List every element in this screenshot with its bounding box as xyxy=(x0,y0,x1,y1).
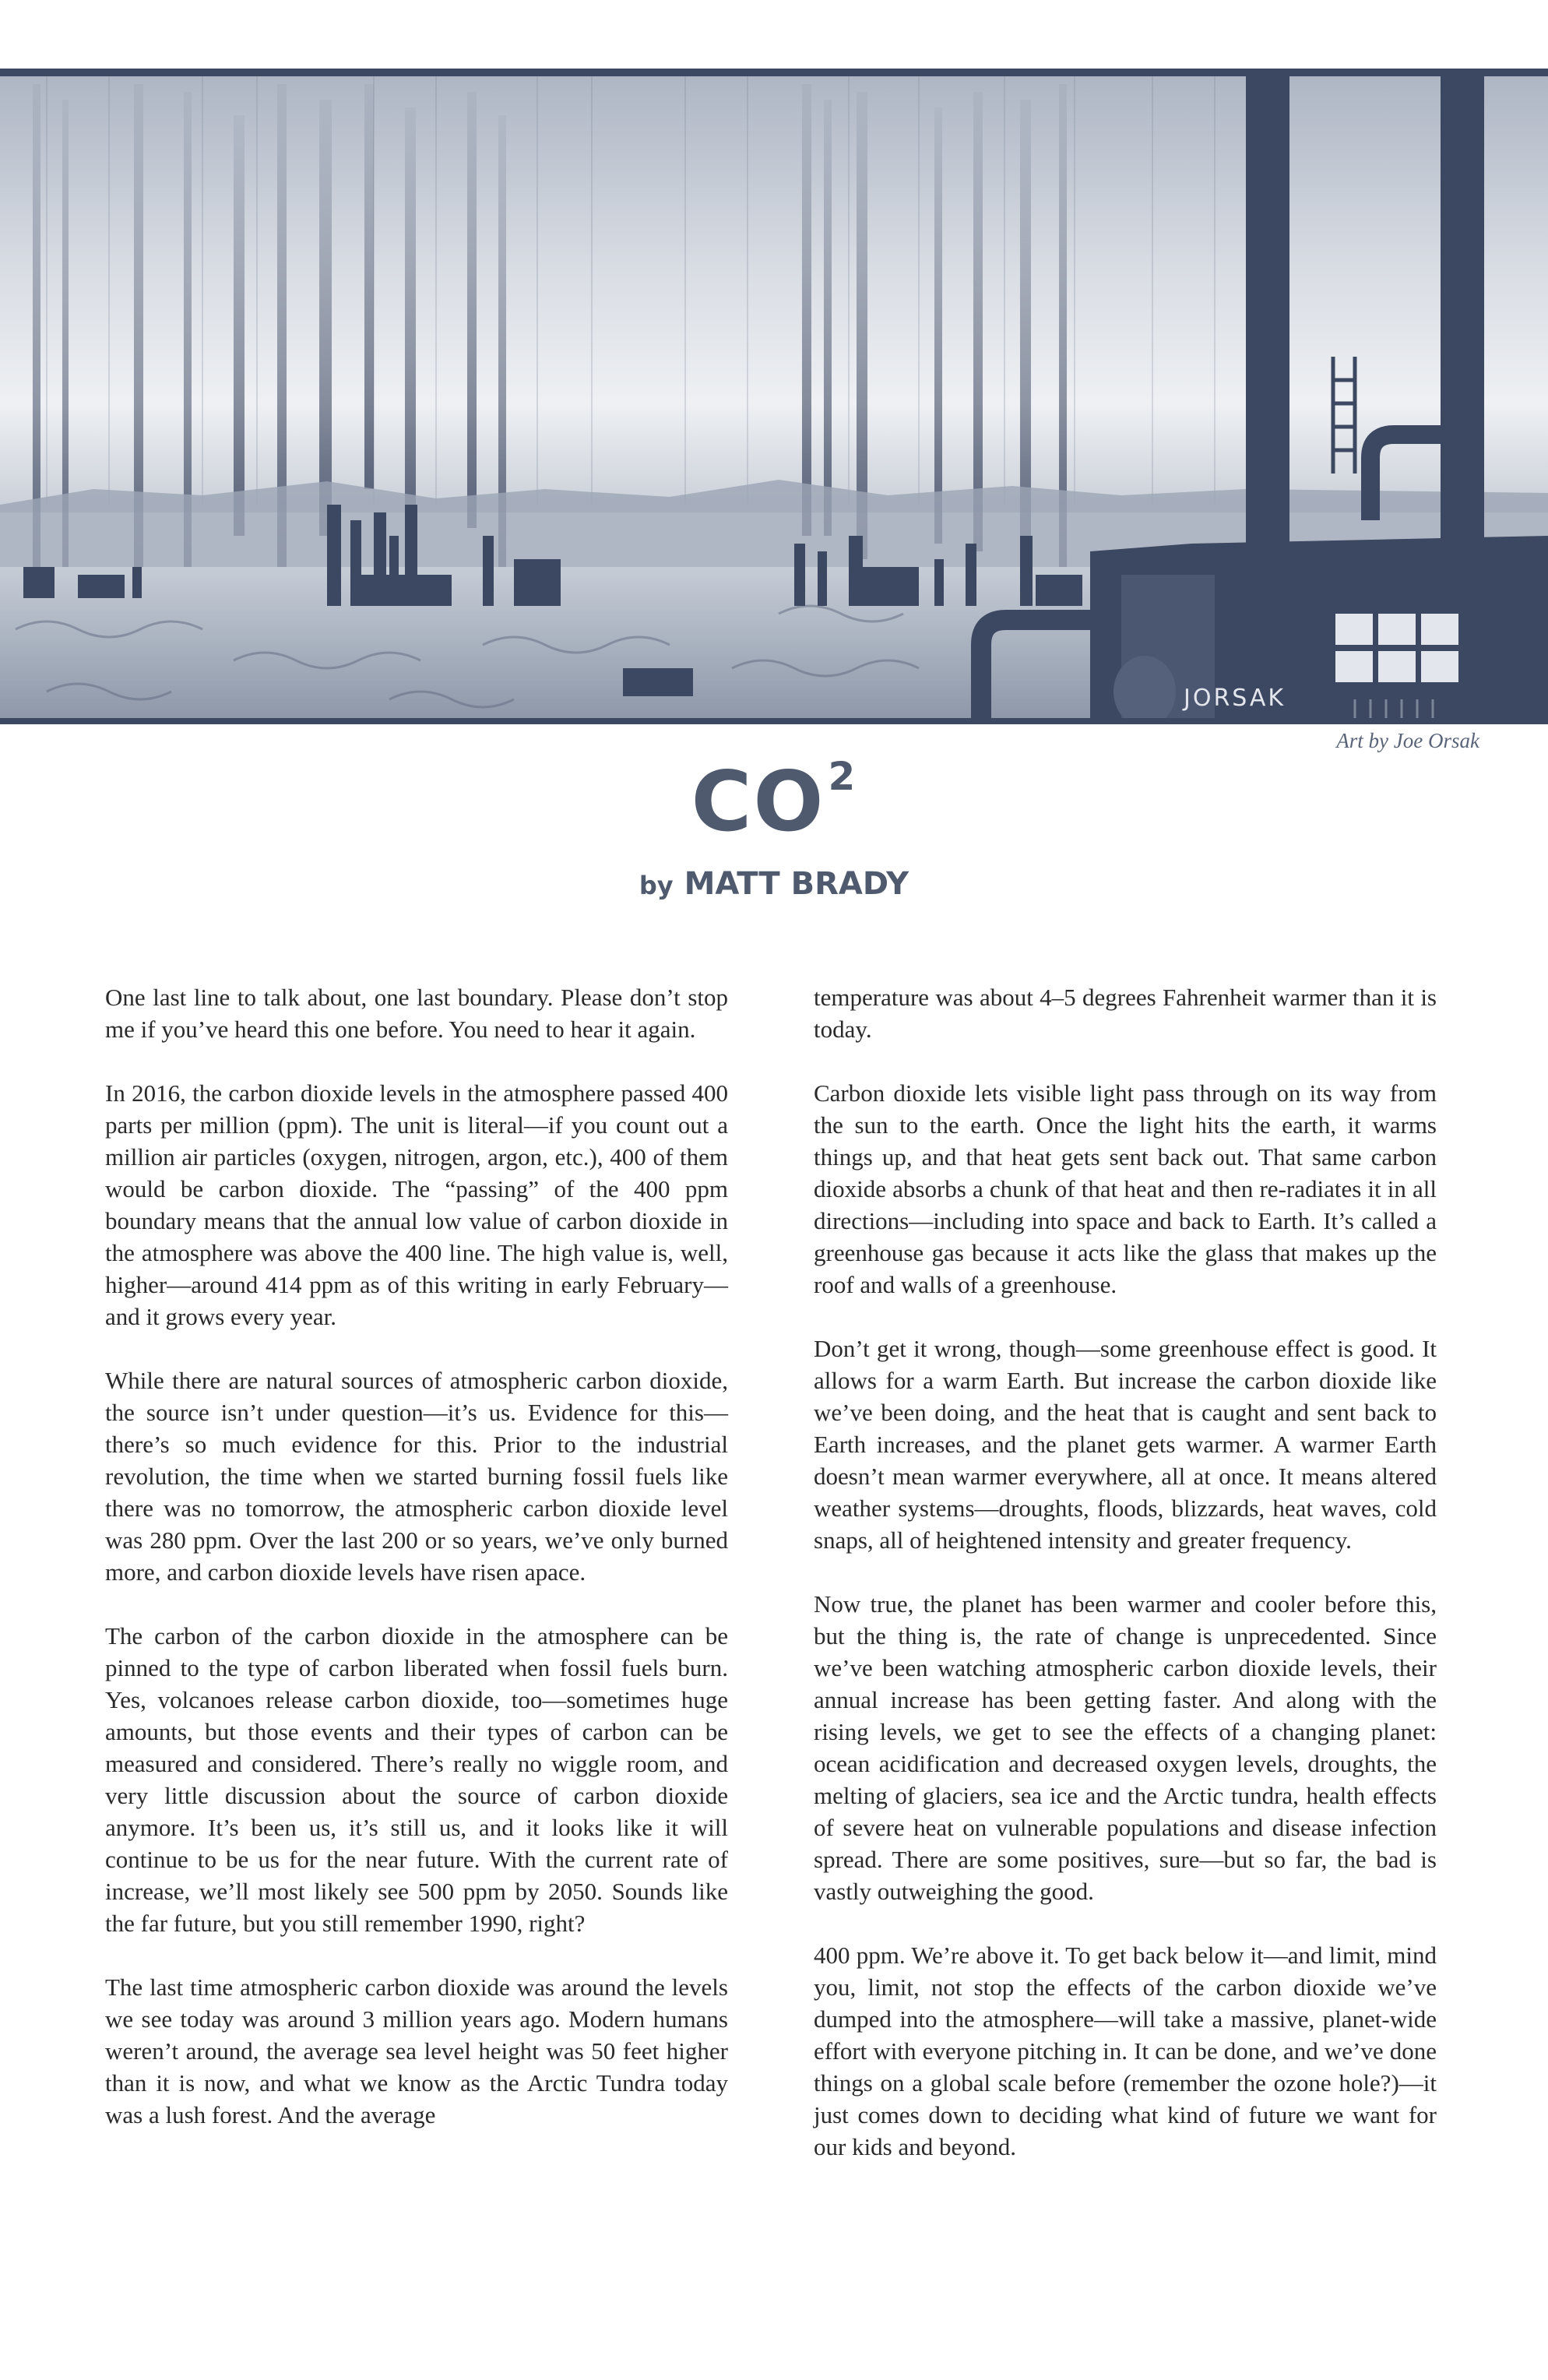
paragraph: Now true, the planet has been warmer and cooler before this, but the thing is, the rate of change is unprecedented. Since we’ve been watching atmospheric carbon dioxide levels, their annual increase has been getting faster. And along with the rising levels, we get to see the effects of a changing planet: ocean acidification and decreased oxygen levels, droughts, the melting of glaciers, sea ice and the Arctic tundra, health effects of severe heat on vulnerable populations and disease infection spread. There are some positives, sure—but so far, the bad is vastly outweighing the good. xyxy=(814,1590,1437,1905)
artist-signature: JORSAK xyxy=(1184,685,1286,712)
paragraph: Don’t get it wrong, though—some greenhouse effect is good. It allows for a warm Earth. But increase the carbon dioxide like we’ve been doing, and the heat that is caught and sent back to Earth increases, and the planet gets warmer. A warmer Earth doesn’t mean warmer everywhere, all at once. It means altered weather systems—droughts, floods, blizzards, heat waves, cold snaps, all of heightened intensity and greater frequency. xyxy=(814,1335,1437,1554)
title-superscript: 2 xyxy=(828,754,857,799)
paragraph: While there are natural sources of atmospheric carbon dioxide, the source isn’t under question—it’s us. Evidence for this—there’s so much evidence for this. Prior to the industrial revolution, the time when we started burning fossil fuels like there was no tomorrow, the atmospheric carbon dioxide level was 280 ppm. Over the last 200 or so years, we’ve only burned more, and carbon dioxide levels have risen apace. xyxy=(105,1367,728,1586)
industrial-landscape-drawing xyxy=(0,69,1548,724)
byline-prefix: by xyxy=(639,871,674,900)
article-title xyxy=(0,752,1548,851)
paragraph: The last time atmospheric carbon dioxide was around the levels we see today was around 3 million years ago. Modern humans weren’t around, the average sea level height was 50 feet higher than it is now, and what we know as the Arctic Tundra today was a lush forest. And the average xyxy=(105,1973,728,2128)
header-illustration xyxy=(0,69,1548,724)
paragraph: Carbon dioxide lets visible light pass through on its way from the sun to the earth. Once the light hits the earth, it warms things up, and that heat gets sent back out. That same carbon dioxide absorbs a chunk of that heat and then re-radiates it in all directions—including into space and back to Earth. It’s called a greenhouse gas because it acts like the glass that makes up the roof and walls of a greenhouse. xyxy=(814,1079,1437,1298)
art-credit: Art by Joe Orsak xyxy=(1336,729,1479,752)
paragraph: 400 ppm. We’re above it. To get back below it—and limit, mind you, limit, not stop the effects of the carbon dioxide we’ve dumped into the atmosphere—will take a massive, planet-wide effort with everyone pitching in. It can be done, and we’ve done things on a global scale before (remember the ozone hole?)—it just comes down to deciding what kind of future we want for our kids and beyond. xyxy=(814,1942,1437,2160)
paragraph: In 2016, the carbon dioxide levels in the atmosphere passed 400 parts per million (ppm). The unit is literal—if you count out a million air particles (oxygen, nitrogen, argon, etc.), 400 of them would be carbon dioxide. The “passing” of the 400 ppm boundary means that the annual low value of carbon dioxide in the atmosphere was above the 400 line. The high value is, well, higher—around 414 ppm as of this writing in early February—and it grows every year. xyxy=(105,1079,728,1330)
article-column-right xyxy=(814,981,1437,2163)
byline xyxy=(0,866,1548,902)
paragraph: One last line to talk about, one last boundary. Please don’t stop me if you’ve heard this one before. You need to hear it again. xyxy=(105,984,728,1043)
paragraph: The carbon of the carbon dioxide in the atmosphere can be pinned to the type of carbon liberated when fossil fuels burn. Yes, volcanoes release carbon dioxide, too—sometimes huge amounts, but those events and their types of carbon can be measured and considered. There’s really no wiggle room, and very little discussion about the source of carbon dioxide anymore. It’s been us, it’s still us, and it looks like it will continue to be us for the near future. With the current rate of increase, we’ll most likely see 500 ppm by 2050. Sounds like the far future, but you still remember 1990, right? xyxy=(105,1622,728,1937)
article-column-left xyxy=(105,981,728,2131)
byline-author: MATT BRADY xyxy=(684,866,909,902)
paragraph: temperature was about 4–5 degrees Fahrenheit warmer than it is today. xyxy=(814,984,1437,1043)
title-main: CO xyxy=(691,754,825,850)
